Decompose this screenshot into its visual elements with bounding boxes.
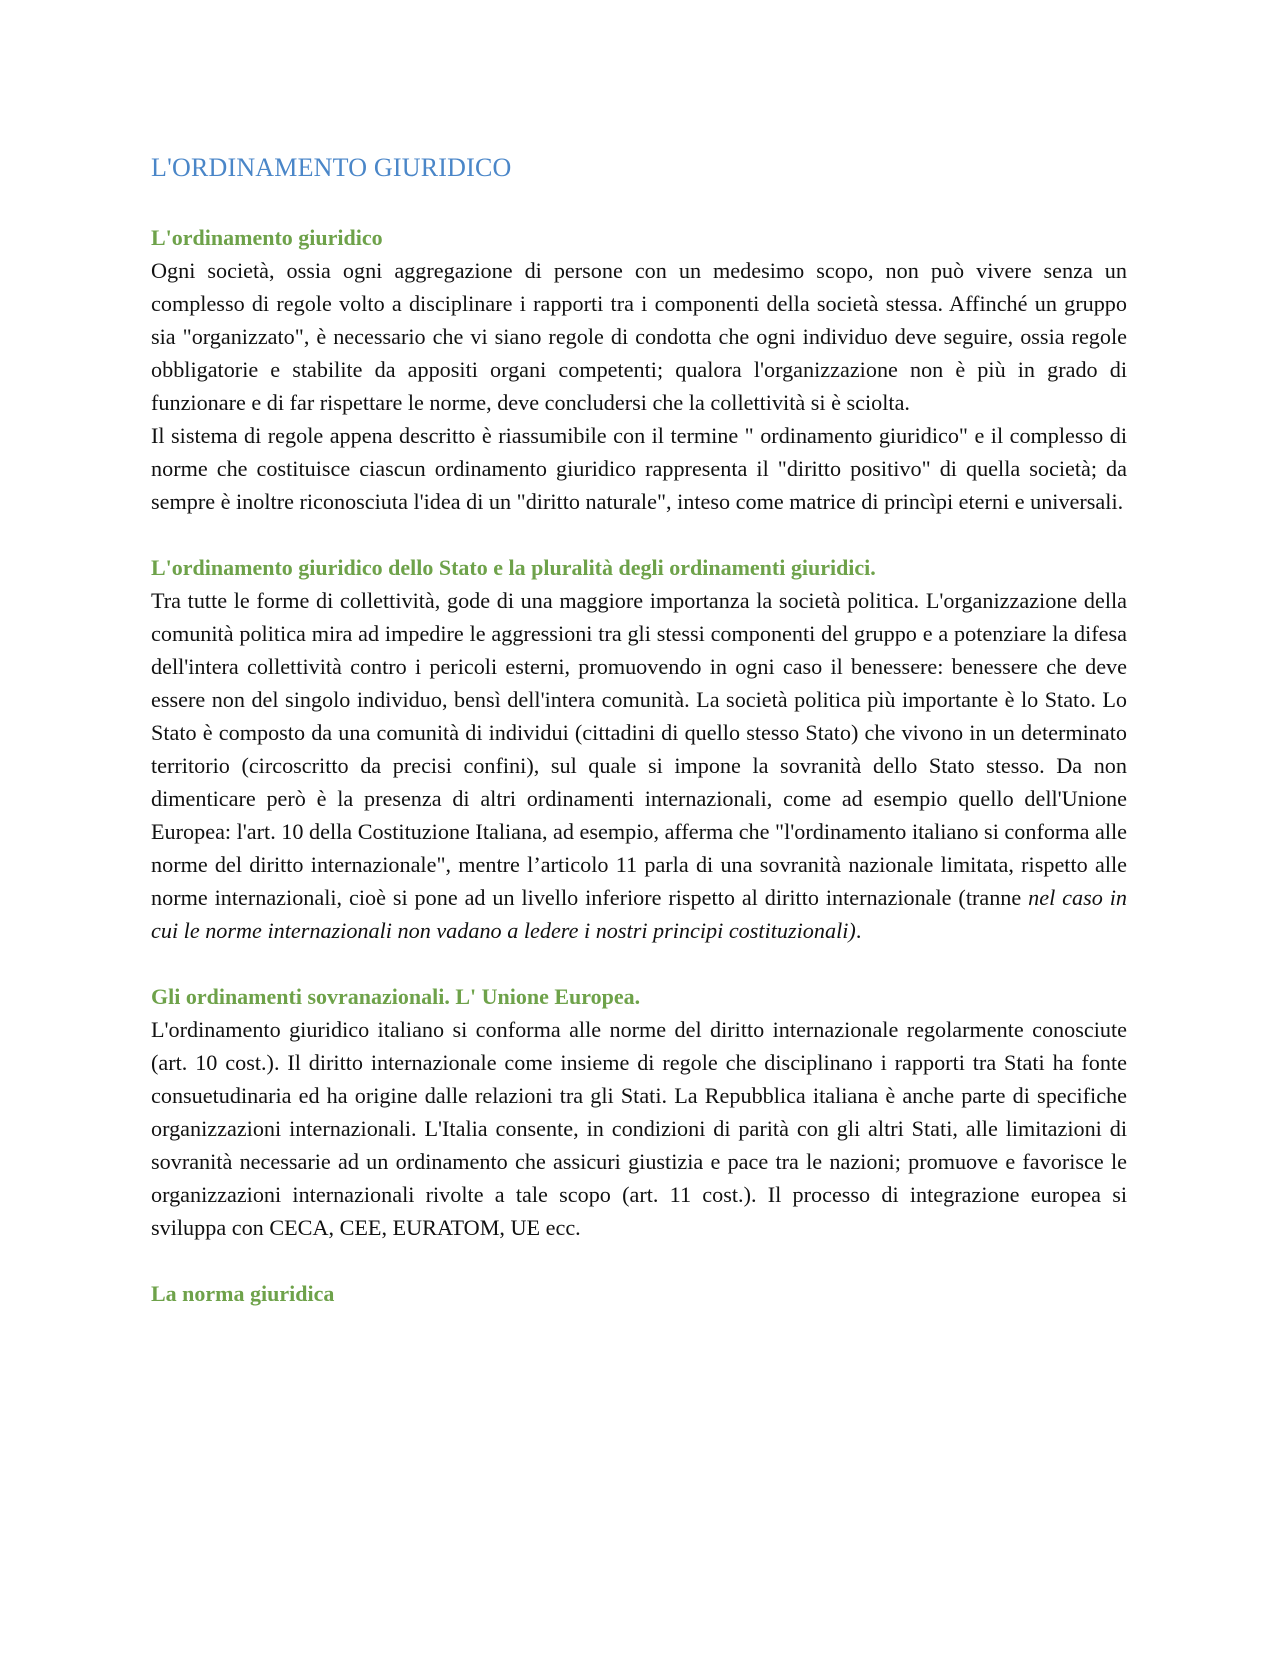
document-title: L'ORDINAMENTO GIURIDICO [151, 153, 512, 182]
spacer [151, 1244, 1127, 1277]
paragraph-text: Tra tutte le forme di collettività, gode di una maggiore importanza la società politica. L'organizzazione della comunità politica mira ad impedire le aggressioni tra gli stessi componenti del gruppo e a potenziare la difesa dell'intera collettività contro i pericoli esterni, promuovendo in ogni caso il benessere: benessere che deve essere non del singolo individuo, bensì dell'intera comunità. La società politica più importante è lo Stato. Lo Stato è composto da una comunità di individui (cittadini di quello stesso Stato) che vivono in un determinato territorio (circoscritto da precisi confini), sul quale si impone la sovranità dello Stato stesso. Da non dimenticare però è la presenza di altri ordinamenti internazionali, come ad esempio quello dell'Unione Europea: l'art. 10 della Costituzione Italiana, ad esempio, afferma che "l'ordinamento italiano si conforma alle norme del diritto internazionale", mentre l’articolo 11 parla di una sovranità nazionale limitata, rispetto alle norme internazionali, cioè si pone ad un livello inferiore rispetto al diritto internazionale (tranne [151, 588, 1127, 910]
paragraph: Ogni società, ossia ogni aggregazione di persone con un medesimo scopo, non può vivere senza un complesso di regole volto a disciplinare i rapporti tra i componenti della società stessa. Affinché un gruppo sia "organizzato", è necessario che vi siano regole di condotta che ogni individuo deve seguire, ossia regole obbligatorie e stabilite da appositi organi competenti; qualora l'organizzazione non è più in grado di funzionare e di far rispettare le norme, deve concludersi che la collettività si è sciolta. [151, 258, 1127, 415]
paragraph-text-end: . [855, 918, 862, 943]
spacer [151, 947, 1127, 980]
spacer [151, 186, 1127, 221]
section-ordinamenti-sovranazionali [151, 980, 1127, 1244]
section-ordinamento-giuridico [151, 221, 1127, 518]
section-heading: L'ordinamento giuridico [151, 225, 383, 250]
section-norma-giuridica [151, 1277, 1127, 1310]
section-ordinamento-stato [151, 551, 1127, 947]
spacer [151, 518, 1127, 551]
paragraph-italic-text: nel caso in cui le norme internazionali non vadano a ledere i nostri principi costituzionali) [151, 885, 1127, 943]
section-heading: La norma giuridica [151, 1281, 335, 1306]
paragraph: Il sistema di regole appena descritto è riassumibile con il termine " ordinamento giuridico" e il complesso di norme che costituisce ciascun ordinamento giuridico rappresenta il "diritto positivo" di quella società; da sempre è inoltre riconosciuta l'idea di un "diritto naturale", inteso come matrice di princìpi eterni e universali. [151, 423, 1127, 514]
paragraph [151, 584, 1127, 947]
section-heading: L'ordinamento giuridico dello Stato e la pluralità degli ordinamenti giuridici. [151, 555, 876, 580]
section-heading: Gli ordinamenti sovranazionali. L' Unione Europea. [151, 984, 641, 1009]
paragraph: L'ordinamento giuridico italiano si conforma alle norme del diritto internazionale regolarmente conosciute (art. 10 cost.). Il diritto internazionale come insieme di regole che disciplinano i rapporti tra Stati ha fonte consuetudinaria ed ha origine dalle relazioni tra gli Stati. La Repubblica italiana è anche parte di specifiche organizzazioni internazionali. L'Italia consente, in condizioni di parità con gli altri Stati, alle limitazioni di sovranità necessarie ad un ordinamento che assicuri giustizia e pace tra le nazioni; promuove e favorisce le organizzazioni internazionali rivolte a tale scopo (art. 11 cost.). Il processo di integrazione europea si sviluppa con CECA, CEE, EURATOM, UE ecc. [151, 1017, 1127, 1240]
